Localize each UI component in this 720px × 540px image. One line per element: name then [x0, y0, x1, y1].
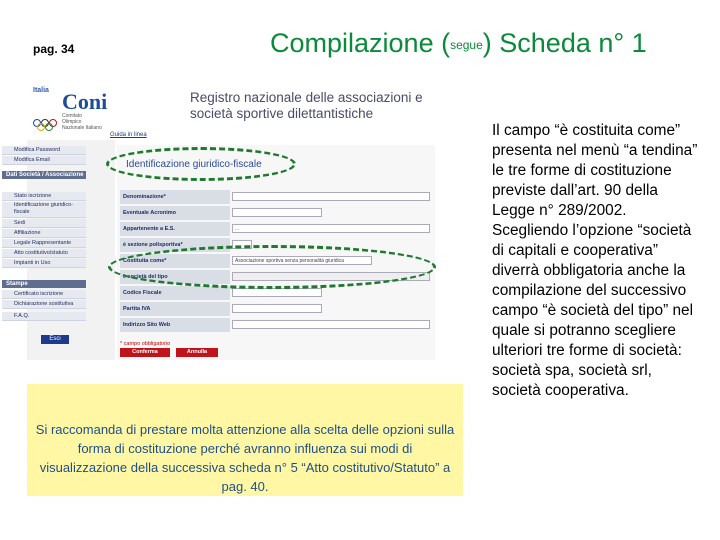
field-label-acronimo: Eventuale Acronimo: [120, 206, 230, 220]
coni-logo: Coni: [62, 89, 108, 114]
olympic-rings-icon: [32, 118, 58, 132]
note-text: Si raccomanda di prestare molta attenzione alla scelta delle opzioni sulla forma di costituzione perché avranno influenza sui modi di visualizzazione della successiva scheda n° 5 “Atto costitutivo/Statuto” a pag. 40.: [35, 422, 455, 494]
title-after: ) Scheda n° 1: [482, 28, 647, 58]
sidebar-item-dichiarazione[interactable]: Dichiarazione sostitutiva: [2, 300, 86, 309]
es-select[interactable]: ...: [232, 224, 430, 233]
sidebar-section-header: Dati Società / Associazione: [2, 171, 86, 179]
field-label-sito-web: Indirizzo Sito Web: [120, 318, 230, 332]
sidebar-item-legale[interactable]: Legale Rappresentante: [2, 239, 86, 248]
highlight-ellipse-section: [106, 147, 296, 181]
slide-title: [270, 28, 647, 59]
field-label-codice-fiscale: Codice Fiscale: [120, 286, 230, 300]
denominazione-input[interactable]: [232, 192, 430, 201]
sidebar-item-sedi[interactable]: Sedi: [2, 219, 86, 228]
sidebar-item-impianti[interactable]: Impianti in Uso: [2, 259, 86, 268]
sidebar-item-atto[interactable]: Atto costitutivo/statuto: [2, 249, 86, 258]
partita-iva-input[interactable]: [232, 304, 322, 313]
sidebar-item-password[interactable]: Modifica Password: [2, 146, 86, 155]
field-label-denominazione: Denominazione*: [120, 190, 230, 204]
description-text: Il campo “è costituita come” presenta nel menù “a tendina” le tre forme di costituzione previste dall’art. 90 della Legge n° 289/2002. Scegliendo l’opzione “società di capitali e cooperativa” diverrà obbligatoria anche la compilazione del successivo campo “è società del tipo” nel quale si potranno scegliere ulteriori tre forme di società: società spa, società srl, società cooperativa.: [492, 122, 698, 399]
sidebar-item-certificato[interactable]: Certificato iscrizione: [2, 290, 86, 299]
logo-subtitle: Comitato Olimpico Nazionale Italiano: [62, 113, 102, 131]
field-label-polisportiva: è sezione polisportiva*: [120, 238, 230, 252]
field-label-costituita: Costituita come*: [120, 254, 230, 268]
sito-web-input[interactable]: [232, 320, 430, 329]
field-label-tipo: è società del tipo: [120, 270, 230, 284]
costituita-select[interactable]: Associazione sportiva senza personalità giuridica: [232, 256, 372, 265]
field-label-es: Appartenente a E.S.: [120, 222, 230, 236]
title-before: Compilazione (: [270, 28, 451, 58]
polisportiva-select[interactable]: ...: [232, 240, 252, 249]
title-small: segue: [450, 37, 483, 52]
guide-link[interactable]: Guida in linea: [110, 132, 147, 138]
exit-button[interactable]: Esci: [41, 335, 69, 344]
required-note: * campo obbligatorio: [120, 341, 171, 347]
sidebar-item-affiliazione[interactable]: Affiliazione: [2, 229, 86, 238]
sidebar-item-stato[interactable]: Stato iscrizione: [2, 192, 86, 201]
acronimo-input[interactable]: [232, 208, 322, 217]
codice-fiscale-input[interactable]: [232, 288, 322, 297]
field-label-partita-iva: Partita IVA: [120, 302, 230, 316]
confirm-button[interactable]: Conferma: [120, 348, 170, 357]
form-section-header: Identificazione giuridico-fiscale: [126, 159, 262, 170]
highlight-ellipse-fields: [108, 245, 436, 289]
sidebar-section-stampe: Stampe: [2, 280, 86, 288]
sidebar-item-email[interactable]: Modifica Email: [2, 156, 86, 165]
cancel-button[interactable]: Annulla: [176, 348, 218, 357]
page-number: pag. 34: [33, 42, 75, 56]
registry-title: Registro nazionale delle associazioni e società sportive dilettantistiche: [190, 90, 423, 121]
sidebar-item-faq[interactable]: F.A.Q.: [2, 312, 86, 321]
logo-italia-text: Italia: [33, 87, 49, 94]
sidebar-item-identificazione[interactable]: Identificazione giuridico-fiscale: [2, 202, 86, 218]
